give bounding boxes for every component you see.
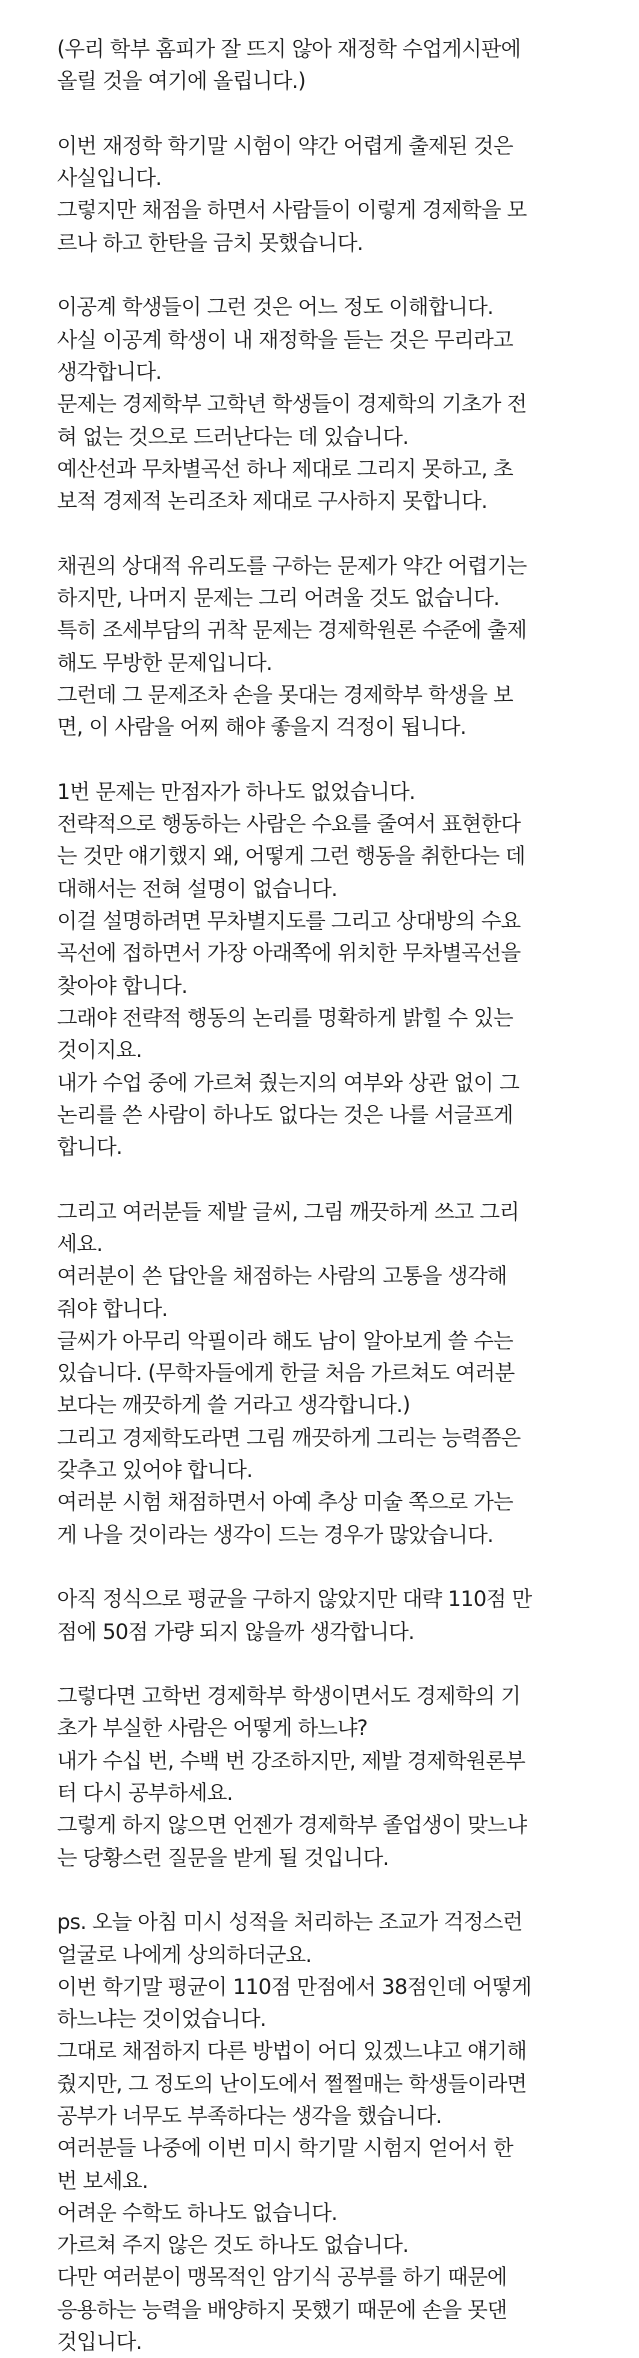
text-line: 문제는 경제학부 고학년 학생들이 경제학의 기초가 전 xyxy=(57,392,527,417)
text-line: 이번 학기말 평균이 110점 만점에서 38점인데 어떻게 xyxy=(57,1974,532,1999)
text-line: 공부가 너무도 부족하다는 생각을 했습니다. xyxy=(57,2104,442,2128)
text-line: 얼굴로 나에게 상의하더군요. xyxy=(57,1942,312,1967)
text-line: 게 나을 것이라는 생각이 드는 경우가 많았습니다. xyxy=(57,1522,494,1547)
text-line: 갖추고 있어야 합니다. xyxy=(57,1458,253,1483)
text-line: 예산선과 무차별곡선 하나 제대로 그리지 못하고, 초 xyxy=(57,456,513,481)
text-line: 해도 무방한 문제입니다. xyxy=(57,650,273,675)
paragraph xyxy=(57,291,617,517)
text-line: 것이지요. xyxy=(57,1038,142,1063)
text-line: 초가 부실한 사람은 어떻게 하느냐? xyxy=(57,1716,368,1741)
paragraph xyxy=(57,1906,617,2358)
text-line: 어려운 수학도 하나도 없습니다. xyxy=(57,2200,338,2225)
text-line: 사실 이공계 학생이 내 재정학을 듣는 것은 무리라고 xyxy=(57,327,513,352)
text-line: 올릴 것을 여기에 올립니다.) xyxy=(57,69,306,94)
document-body xyxy=(57,33,617,2358)
text-line: 다만 여러분이 맹목적인 암기식 공부를 하기 때문에 xyxy=(57,2265,507,2290)
paragraph xyxy=(57,33,617,98)
text-line: 하느냐는 것이었습니다. xyxy=(57,2007,267,2032)
text-line: 생각합니다. xyxy=(57,359,162,384)
paragraph xyxy=(57,1583,617,1648)
text-line: 아직 정식으로 평균을 구하지 않았지만 대략 110점 만 xyxy=(57,1587,532,1612)
text-line: 그리고 여러분들 제발 글씨, 그림 깨끗하게 쓰고 그리 xyxy=(57,1199,520,1224)
text-line: 채권의 상대적 유리도를 구하는 문제가 약간 어렵기는 xyxy=(57,553,527,578)
text-line: 는 것만 얘기했지 왜, 어떻게 그런 행동을 취한다는 데 xyxy=(57,844,526,869)
text-line: 내가 수십 번, 수백 번 강조하지만, 제발 경제학원론부 xyxy=(57,1748,526,1773)
text-line: 그대로 채점하지 다른 방법이 어디 있겠느냐고 얘기해 xyxy=(57,2039,527,2064)
text-line: 보다는 깨끗하게 쓸 거라고 생각합니다.) xyxy=(57,1393,410,1418)
text-line: 보적 경제적 논리조차 제대로 구사하지 못합니다. xyxy=(57,489,488,514)
text-line: 그런데 그 문제조차 손을 못대는 경제학부 학생을 보 xyxy=(57,682,513,707)
text-line: 이걸 설명하려면 무차별지도를 그리고 상대방의 수요 xyxy=(57,909,521,934)
text-line: 그래야 전략적 행동의 논리를 명확하게 밝힐 수 있는 xyxy=(57,1005,513,1030)
text-line: 찾아야 합니다. xyxy=(57,973,188,998)
text-line: 곡선에 접하면서 가장 아래쪽에 위치한 무차별곡선을 xyxy=(57,941,521,966)
text-line: 전략적으로 행동하는 사람은 수요를 줄여서 표현한다 xyxy=(57,812,521,837)
text-line: 여러분들 나중에 이번 미시 학기말 시험지 얻어서 한 xyxy=(57,2136,513,2161)
text-line: 가르쳐 주지 않은 것도 하나도 없습니다. xyxy=(57,2233,409,2258)
text-line: 번 보세요. xyxy=(57,2168,148,2193)
text-line: 터 다시 공부하세요. xyxy=(57,1781,233,1806)
text-line: 사실입니다. xyxy=(57,166,162,191)
text-line: 줘야 합니다. xyxy=(57,1296,168,1321)
text-line: 이공계 학생들이 그런 것은 어느 정도 이해합니다. xyxy=(57,295,494,320)
paragraph xyxy=(57,130,617,259)
paragraph xyxy=(57,550,617,744)
text-line: 세요. xyxy=(57,1231,103,1256)
text-line: 여러분이 쓴 답안을 채점하는 사람의 고통을 생각해 xyxy=(57,1264,507,1289)
text-line: 응용하는 능력을 배양하지 못했기 때문에 손을 못댄 xyxy=(57,2297,507,2322)
text-line: 특히 조세부담의 귀착 문제는 경제학원론 수준에 출제 xyxy=(57,618,527,643)
text-line: 르나 하고 한탄을 금치 못했습니다. xyxy=(57,230,363,255)
text-line: 내가 수업 중에 가르쳐 줬는지의 여부와 상관 없이 그 xyxy=(57,1070,520,1095)
paragraph xyxy=(57,1196,617,1551)
text-line: 줬지만, 그 정도의 난이도에서 쩔쩔매는 학생들이라면 xyxy=(57,2071,527,2096)
text-line: 혀 없는 것으로 드러난다는 데 있습니다. xyxy=(57,424,409,449)
text-line: 논리를 쓴 사람이 하나도 없다는 것은 나를 서글프게 xyxy=(57,1102,513,1127)
text-line: 그렇다면 고학번 경제학부 학생이면서도 경제학의 기 xyxy=(57,1684,521,1709)
text-line: 여러분 시험 채점하면서 아예 추상 미술 쪽으로 가는 xyxy=(57,1490,513,1515)
text-line: 합니다. xyxy=(57,1135,123,1160)
text-line: 하지만, 나머지 문제는 그리 어려울 것도 없습니다. xyxy=(57,586,500,611)
paragraph xyxy=(57,1680,617,1874)
text-line: 것입니다. xyxy=(57,2330,142,2355)
text-line: 대해서는 전혀 설명이 없습니다. xyxy=(57,876,338,901)
text-line: 점에 50점 가량 되지 않을까 생각합니다. xyxy=(57,1619,415,1644)
text-line: 는 당황스런 질문을 받게 될 것입니다. xyxy=(57,1845,389,1870)
text-line: 이번 재정학 학기말 시험이 약간 어렵게 출제된 것은 xyxy=(57,133,513,158)
text-line: 그렇게 하지 않으면 언젠가 경제학부 졸업생이 맞느냐 xyxy=(57,1813,527,1838)
text-line: (우리 학부 홈피가 잘 뜨지 않아 재정학 수업게시판에 xyxy=(57,37,521,61)
text-line: 그렇지만 채점을 하면서 사람들이 이렇게 경제학을 모 xyxy=(57,198,527,223)
text-line: ps. 오늘 아침 미시 성적을 처리하는 조교가 걱정스런 xyxy=(57,1910,523,1935)
paragraph xyxy=(57,776,617,1164)
text-line: 면, 이 사람을 어찌 해야 좋을지 걱정이 됩니다. xyxy=(57,715,467,740)
text-line: 그리고 경제학도라면 그림 깨끗하게 그리는 능력쯤은 xyxy=(57,1425,521,1450)
text-line: 글씨가 아무리 악필이라 해도 남이 알아보게 쓸 수는 xyxy=(57,1328,513,1353)
text-line: 1번 문제는 만점자가 하나도 없었습니다. xyxy=(57,779,416,804)
text-line: 있습니다. (무학자들에게 한글 처음 가르쳐도 여러분 xyxy=(57,1361,515,1386)
